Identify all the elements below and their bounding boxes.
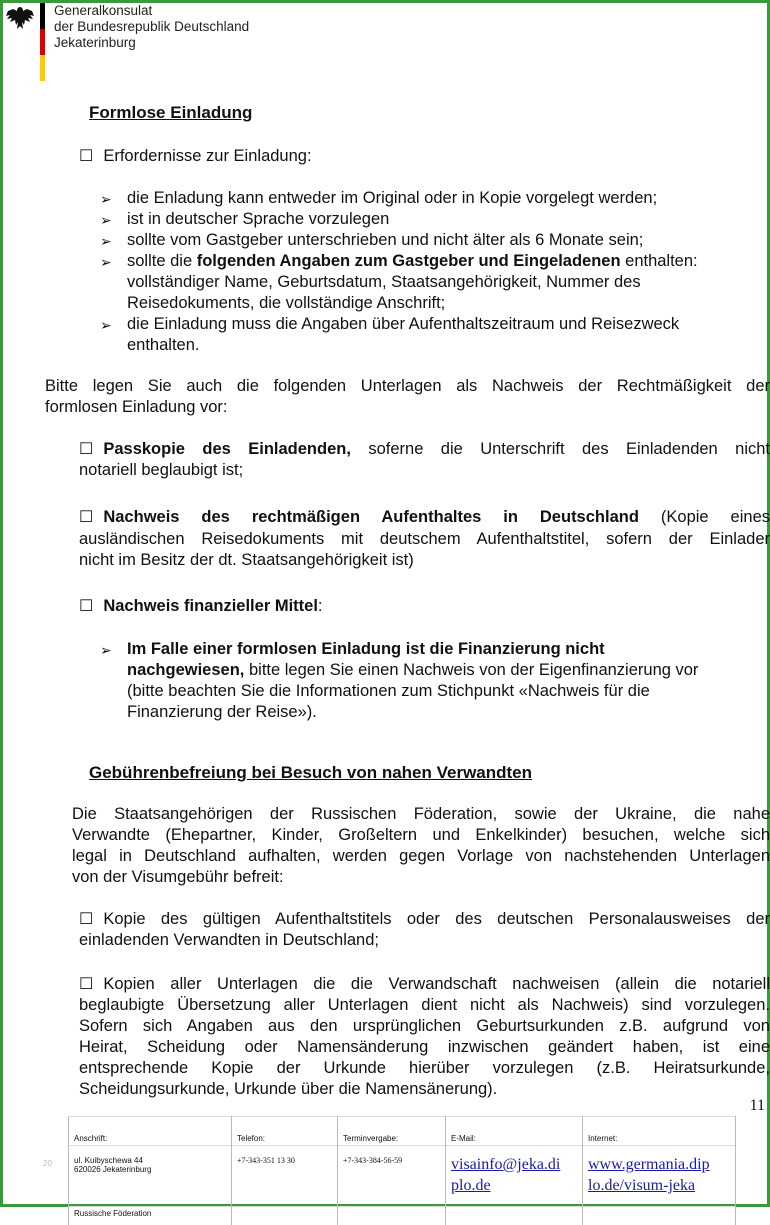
item-verwandschaft-line-5: entsprechende Kopie der Urkunde hierüber vorzulegen (z.B. Heiratsurkunde,: [79, 1058, 770, 1079]
letterhead-line-3: Jekaterinburg: [54, 35, 249, 51]
bullet-4: sollte die folgenden Angaben zum Gastgeber und Eingeladenen enthalten:: [127, 251, 698, 272]
item-passkopie-line-2: notariell beglaubigt ist;: [79, 460, 243, 481]
finance-bullet-line-1: Im Falle einer formlosen Einladung ist die Finanzierung nicht: [127, 639, 605, 660]
item-verwandschaft-line-6: Scheidungsurkunde, Urkunde über die Namensänerung).: [79, 1079, 497, 1100]
german-flag-stripe: [40, 3, 45, 81]
arrow-bullet-icon: ➢: [100, 212, 112, 229]
checkbox-icon: ☐: [79, 507, 93, 528]
letterhead: [54, 3, 249, 51]
footer-website-link[interactable]: [583, 1146, 736, 1207]
paragraph-nachweis-line-1: Bitte legen Sie auch die folgenden Unterlagen als Nachweis der Rechtmäßigkeit der: [45, 376, 770, 397]
bullet-3: sollte vom Gastgeber unterschrieben und nicht älter als 6 Monate sein;: [127, 230, 643, 251]
footer-address-line-1: ul. Kuibyschewa 44: [74, 1156, 226, 1165]
checkbox-icon: ☐: [79, 974, 93, 995]
footer-label-address: Anschrift:: [69, 1117, 232, 1146]
checkbox-icon: ☐: [79, 596, 93, 617]
arrow-bullet-icon: ➢: [100, 642, 112, 659]
arrow-bullet-icon: ➢: [100, 191, 112, 208]
requirements-label: ☐ Erfordernisse zur Einladung:: [79, 146, 312, 167]
email-line-2: plo.de: [451, 1175, 577, 1196]
letterhead-line-2: der Bundesrepublik Deutschland: [54, 19, 249, 35]
flag-gold: [40, 55, 45, 81]
bullet-5-line-2: enthalten.: [127, 335, 199, 356]
footer-contact-table: [68, 1116, 736, 1225]
checkbox-icon: ☐: [79, 439, 93, 460]
paragraph-nachweis-line-2: formlosen Einladung vor:: [45, 397, 228, 418]
flag-black: [40, 3, 45, 29]
paragraph-befreiung-line-4: von der Visumgebühr befreit:: [72, 867, 284, 888]
paragraph-befreiung-line-1: Die Staatsangehörigen der Russischen Föderation, sowie der Ukraine, die nahe: [72, 804, 770, 825]
flag-red: [40, 29, 45, 55]
finance-bullet-line-4: Finanzierung der Reise»).: [127, 702, 317, 723]
item-verwandschaft-line-4: Heirat, Scheidung oder Namensänderung inzwischen geändert haben, ist eine: [79, 1037, 770, 1058]
bullet-4-line-2: vollständiger Name, Geburtsdatum, Staatsangehörigkeit, Nummer des: [127, 272, 641, 293]
item-verwandschaft-line-2: beglaubigte Übersetzung aller Unterlagen dient nicht als Nachweis) sind vorzulegen.: [79, 995, 770, 1016]
letterhead-line-1: Generalkonsulat: [54, 3, 249, 19]
footer-label-phone: Telefon:: [232, 1117, 338, 1146]
footer-appointment: +7-343-384-56-59: [338, 1146, 446, 1207]
footer-address: [69, 1146, 232, 1207]
bullet-2: ist in deutscher Sprache vorzulegen: [127, 209, 389, 230]
website-line-1: www.germania.dip: [588, 1154, 730, 1175]
item-aufenthaltstitel: ☐ Kopie des gültigen Aufenthaltstitels oder des deutschen Personalausweises der: [79, 909, 770, 930]
item-aufenthaltstitel-line-2: einladenden Verwandten in Deutschland;: [79, 930, 379, 951]
footer-phone: +7-343-351 13 30: [232, 1146, 338, 1207]
item-aufenthalt-line-3: nicht im Besitz der dt. Staatsangehörigkeit ist): [79, 550, 414, 571]
bullet-4-line-3: Reisedokuments, die vollständige Anschrift;: [127, 293, 445, 314]
footer-address-line-2: 620026 Jekaterinburg: [74, 1165, 226, 1174]
item-finanzielle-mittel: ☐ Nachweis finanzieller Mittel:: [79, 596, 323, 617]
section-title-formlose-einladung: Formlose Einladung: [89, 103, 252, 123]
footer-label-email: E-Mail:: [446, 1117, 583, 1146]
footer-email-link[interactable]: [446, 1146, 583, 1207]
item-aufenthalt-line-2: ausländischen Reisedokuments mit deutschem Aufenthaltstitel, sofern der Einlader: [79, 529, 770, 550]
checkbox-icon: ☐: [79, 146, 93, 167]
email-line-1: visainfo@jeka.di: [451, 1154, 577, 1175]
bullet-5: die Einladung muss die Angaben über Aufenthaltszeitraum und Reisezweck: [127, 314, 679, 335]
bullet-1: die Enladung kann entweder im Original oder in Kopie vorgelegt werden;: [127, 188, 657, 209]
footer-address-line-3: Russische Föderation: [69, 1207, 232, 1225]
footer-label-appointment: Terminvergabe:: [338, 1117, 446, 1146]
finance-bullet-line-2: nachgewiesen, bitte legen Sie einen Nachweis von der Eigenfinanzierung vor: [127, 660, 698, 681]
checkbox-icon: ☐: [79, 909, 93, 930]
page-number: 11: [750, 1097, 765, 1115]
faint-number: 20: [43, 1159, 52, 1168]
arrow-bullet-icon: ➢: [100, 233, 112, 250]
section-title-gebuehrenbefreiung: Gebührenbefreiung bei Besuch von nahen Verwandten: [89, 763, 532, 783]
paragraph-befreiung-line-2: Verwandte (Ehepartner, Kinder, Großeltern und Enkelkinder) besuchen, welche sich: [72, 825, 770, 846]
arrow-bullet-icon: ➢: [100, 317, 112, 334]
arrow-bullet-icon: ➢: [100, 254, 112, 271]
item-verwandschaft-line-3: Sofern sich Angaben aus den ursprünglichen Geburtsurkunden z.B. aufgrund von: [79, 1016, 770, 1037]
paragraph-befreiung-line-3: legal in Deutschland aufhalten, werden gegen Vorlage von nachstehenden Unterlagen: [72, 846, 770, 867]
item-verwandschaft: ☐ Kopien aller Unterlagen die die Verwandschaft nachweisen (allein die notariell: [79, 974, 770, 995]
website-line-2: lo.de/visum-jeka: [588, 1175, 730, 1196]
eagle-icon: [5, 5, 35, 31]
item-passkopie: ☐ Passkopie des Einladenden, soferne die Unterschrift des Einladenden nicht: [79, 439, 770, 460]
footer-label-internet: Internet:: [583, 1117, 736, 1146]
finance-bullet-line-3: (bitte beachten Sie die Informationen zum Stichpunkt «Nachweis für die: [127, 681, 650, 702]
item-aufenthalt: ☐ Nachweis des rechtmäßigen Aufenthaltes in Deutschland (Kopie eines: [79, 507, 770, 528]
